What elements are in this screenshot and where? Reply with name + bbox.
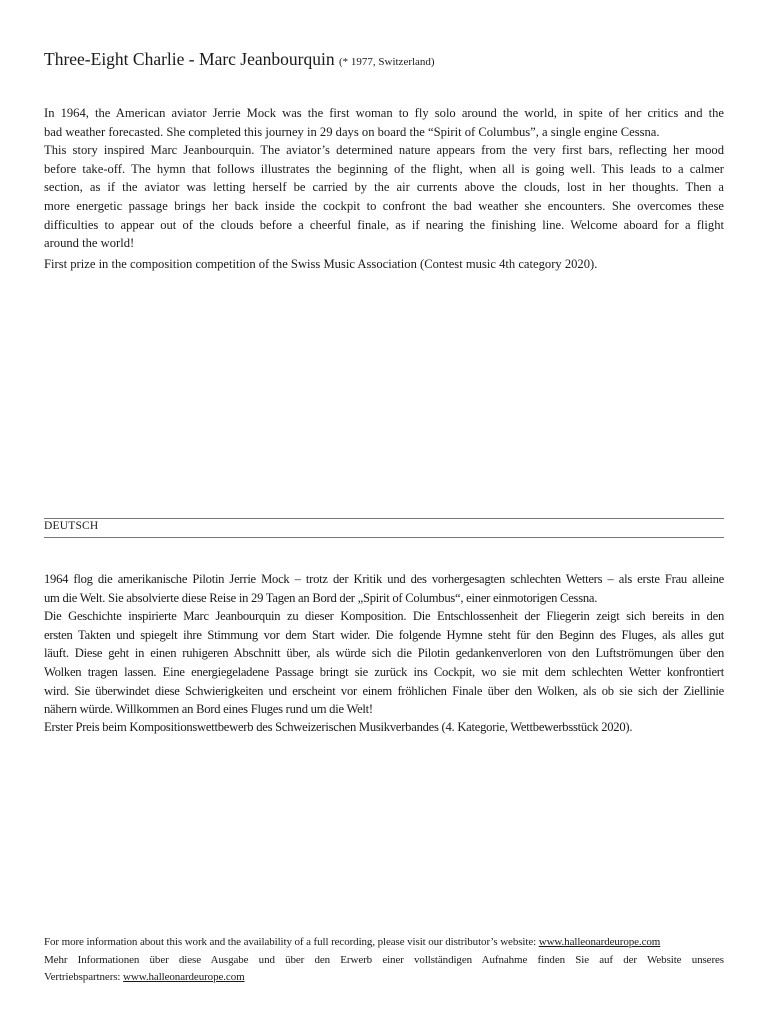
title-sub: (* 1977, Switzerland) [338, 56, 435, 68]
text-line: difficulties to appear out of the clouds before a cheerful finale, as if nearing the finishing line. Welcome aboard for a flight [44, 217, 724, 232]
footer-english [44, 934, 724, 952]
distributor-link-de[interactable]: www.halleonardeurope.com [123, 971, 245, 983]
distributor-link-en[interactable]: www.halleonardeurope.com [538, 936, 661, 948]
text-line: um die Welt. Sie absolvierte diese Reise in 29 Tagen an Bord der „Spirit of Columbus“, einer einmotorigen Cessna. [44, 590, 598, 605]
german-description [44, 570, 724, 719]
english-description [44, 104, 724, 253]
text-line: wird. Sie überwindet diese Schwierigkeiten und erscheint vor einem fröhlichen Finale über den Wolken, als ob sie sich der Ziellinie [44, 683, 724, 698]
text-line: before take-off. The hymn that follows illustrates the beginning of the flight, when all is going well. This leads to a calmer [44, 161, 724, 176]
footer-info [44, 934, 724, 987]
text-line: bad weather forecasted. She completed this journey in 29 days on board the “Spirit of Columbus”, a single engine Cessna. [44, 124, 660, 139]
section-divider-bottom [44, 537, 724, 538]
text-line: läuft. Diese geht in einen ruhigeren Abschnitt über, als würde sich die Pilotin gedankenverloren von den Luftströmungen über den [44, 646, 724, 661]
text-line: This story inspired Marc Jeanbourquin. The aviator’s determined nature appears from the very first bars, reflecting her mood [44, 143, 724, 158]
section-divider-top [44, 518, 724, 519]
footer-german-line2 [44, 969, 724, 987]
footer-german-text: Vertriebspartners: [44, 971, 124, 983]
text-line: In 1964, the American aviator Jerrie Mock was the first woman to fly solo around the world, in spite of her critics and the [44, 106, 724, 120]
text-line: Wolken tragen lassen. Eine energiegeladene Passage bringt sie zurück ins Cockpit, wo sie mit dem schlechten Wetter konfrontiert [44, 664, 724, 679]
english-prize-note: First prize in the composition competition of the Swiss Music Association (Contest music 4th category 2020). [44, 257, 598, 271]
text-line: nähern würde. Willkommen an Bord eines Fluges rund um die Welt! [44, 702, 373, 717]
deutsch-section-label: DEUTSCH [44, 520, 99, 532]
text-line: more energetic passage brings her back inside the cockpit to confront the bad weather she encounters. She overcomes these [44, 198, 724, 213]
text-line: section, as if the aviator was letting herself be carried by the air currents above the clouds, lost in her thoughts. Then a [44, 180, 724, 195]
text-line: Die Geschichte inspirierte Marc Jeanbourquin zu dieser Komposition. Die Entschlossenheit der Fliegerin zeigt sich bereits in den [44, 609, 724, 624]
title-main: Three-Eight Charlie - Marc Jeanbourquin [44, 49, 335, 69]
page-title [44, 49, 724, 70]
text-line: 1964 flog die amerikanische Pilotin Jerrie Mock – trotz der Kritik und des vorhergesagten schlechten Wetters – als erste Frau alleine [44, 572, 724, 586]
german-prize-note: Erster Preis beim Kompositionswettbewerb des Schweizerischen Musikverbandes (4. Kategorie, Wettbewerbsstück 2020). [44, 720, 633, 734]
text-line: ersten Takten und spiegelt ihre Stimmung vor dem Start wider. Die folgende Hymne steht für den Beginn des Fluges, als alles gut [44, 627, 724, 642]
text-line: around the world! [44, 236, 135, 251]
footer-german-line1: Mehr Informationen über diese Ausgabe und über den Erwerb einer vollständigen Aufnahme finden Sie auf der Website unseres [44, 953, 724, 966]
footer-english-text: For more information about this work and the availability of a full recording, please visit our distributor’s website: [44, 936, 539, 948]
